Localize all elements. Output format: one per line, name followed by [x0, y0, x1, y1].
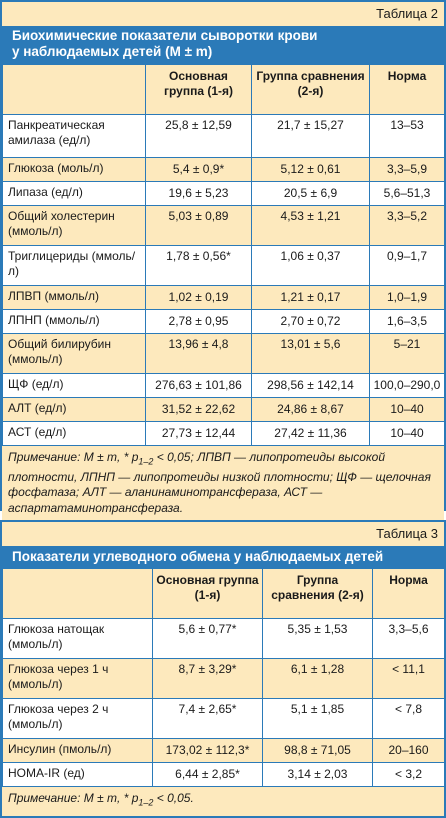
table-2-header-group1: Основная группа (1-я): [146, 65, 252, 115]
row-label: ЛПНП (ммоль/л): [3, 310, 146, 334]
table-row: [3, 739, 445, 763]
row-label: ЛПВП (ммоль/л): [3, 286, 146, 310]
cell-group2: 2,70 ± 0,72: [252, 310, 370, 334]
table-2-number: Таблица 2: [376, 6, 438, 21]
cell-group2: 1,21 ± 0,17: [252, 286, 370, 310]
row-label: АСТ (ед/л): [3, 422, 146, 446]
cell-group1: 5,4 ± 0,9*: [146, 158, 252, 182]
table-row: [3, 246, 445, 286]
table-3-note-text: < 0,05.: [153, 791, 194, 805]
table-row: [3, 619, 445, 659]
cell-group2: 20,5 ± 6,9: [252, 182, 370, 206]
table-3-header-row: [3, 569, 445, 619]
table-2-caption-line1: Биохимические показатели сыворотки крови: [12, 28, 318, 43]
cell-group1: 19,6 ± 5,23: [146, 182, 252, 206]
row-label: Общий холестерин (ммоль/л): [3, 206, 146, 246]
cell-group2: 24,86 ± 8,67: [252, 398, 370, 422]
cell-norm: < 7,8: [373, 699, 445, 739]
cell-group1: 7,4 ± 2,65*: [153, 699, 263, 739]
cell-norm: 10–40: [370, 398, 445, 422]
row-label: Глюкоза через 1 ч (ммоль/л): [3, 659, 153, 699]
row-label: Липаза (ед/л): [3, 182, 146, 206]
table-row: [3, 699, 445, 739]
row-label: HOMA-IR (ед): [3, 763, 153, 787]
row-label: Глюкоза натощак (ммоль/л): [3, 619, 153, 659]
table-2-tag-row: [2, 2, 444, 26]
row-label: Панкреатическая амилаза (ед/л): [3, 115, 146, 158]
table-row: [3, 763, 445, 787]
cell-norm: 13–53: [370, 115, 445, 158]
cell-group1: 27,73 ± 12,44: [146, 422, 252, 446]
table-row: [3, 158, 445, 182]
table-2-header-group2: Группа сравнения (2-я): [252, 65, 370, 115]
table-row: [3, 398, 445, 422]
cell-group1: 276,63 ± 101,86: [146, 374, 252, 398]
row-label: ЩФ (ед/л): [3, 374, 146, 398]
table-row: [3, 659, 445, 699]
table-2-caption: [2, 26, 444, 64]
row-label: Глюкоза через 2 ч (ммоль/л): [3, 699, 153, 739]
row-label: Общий билирубин (ммоль/л): [3, 334, 146, 374]
cell-group1: 6,44 ± 2,85*: [153, 763, 263, 787]
row-label: Инсулин (пмоль/л): [3, 739, 153, 763]
cell-group2: 298,56 ± 142,14: [252, 374, 370, 398]
row-label: Глюкоза (моль/л): [3, 158, 146, 182]
cell-group2: 4,53 ± 1,21: [252, 206, 370, 246]
table-row: [3, 206, 445, 246]
table-2-note: [2, 446, 444, 520]
cell-group1: 5,03 ± 0,89: [146, 206, 252, 246]
cell-group2: 5,12 ± 0,61: [252, 158, 370, 182]
cell-norm: 5,6–51,3: [370, 182, 445, 206]
table-3-header-param: [3, 569, 153, 619]
table-3-header-group2: Группа сравнения (2-я): [263, 569, 373, 619]
cell-norm: 3,3–5,9: [370, 158, 445, 182]
table-2-note-subscript: 1–2: [138, 456, 154, 467]
table-row: [3, 310, 445, 334]
table-row: [3, 374, 445, 398]
cell-group1: 2,78 ± 0,95: [146, 310, 252, 334]
table-3-caption: Показатели углеводного обмена у наблюдаемых детей: [2, 546, 444, 568]
cell-group1: 13,96 ± 4,8: [146, 334, 252, 374]
cell-group1: 25,8 ± 12,59: [146, 115, 252, 158]
cell-norm: 100,0–290,0: [370, 374, 445, 398]
cell-group2: 5,35 ± 1,53: [263, 619, 373, 659]
cell-group1: 173,02 ± 112,3*: [153, 739, 263, 763]
cell-norm: 0,9–1,7: [370, 246, 445, 286]
cell-group2: 3,14 ± 2,03: [263, 763, 373, 787]
cell-group1: 1,78 ± 0,56*: [146, 246, 252, 286]
cell-norm: 3,3–5,6: [373, 619, 445, 659]
cell-norm: 10–40: [370, 422, 445, 446]
table-3-grid: [2, 568, 445, 787]
cell-group1: 1,02 ± 0,19: [146, 286, 252, 310]
table-3: [0, 520, 446, 818]
table-row: [3, 422, 445, 446]
table-3-number: Таблица 3: [376, 526, 438, 541]
cell-group2: 5,1 ± 1,85: [263, 699, 373, 739]
cell-group1: 31,52 ± 22,62: [146, 398, 252, 422]
table-3-note-subscript: 1–2: [138, 797, 154, 808]
table-2-grid: [2, 64, 445, 446]
cell-group1: 5,6 ± 0,77*: [153, 619, 263, 659]
cell-norm: 1,0–1,9: [370, 286, 445, 310]
table-2-note-text: < 0,05; ЛПВП — липопротеиды высокой плотности, ЛПНП — липопротеиды низкой плотности; ЩФ — щелочная фосфатаза; АЛТ — аланинаминотрансфераза, АСТ — аспартатаминотрансфераза.: [8, 450, 431, 515]
cell-group2: 1,06 ± 0,37: [252, 246, 370, 286]
cell-group1: 8,7 ± 3,29*: [153, 659, 263, 699]
row-label: Триглицериды (ммоль/л): [3, 246, 146, 286]
cell-group2: 13,01 ± 5,6: [252, 334, 370, 374]
cell-norm: 3,3–5,2: [370, 206, 445, 246]
cell-norm: < 3,2: [373, 763, 445, 787]
cell-norm: 1,6–3,5: [370, 310, 445, 334]
table-3-tag-row: [2, 522, 444, 546]
row-label: АЛТ (ед/л): [3, 398, 146, 422]
table-2-caption-line2: у наблюдаемых детей (M ± m): [12, 44, 213, 59]
cell-group2: 21,7 ± 15,27: [252, 115, 370, 158]
cell-group2: 6,1 ± 1,28: [263, 659, 373, 699]
table-row: [3, 334, 445, 374]
table-2-header-row: [3, 65, 445, 115]
table-row: [3, 182, 445, 206]
table-3-note-prefix: Примечание: M ± m, * p: [8, 791, 139, 805]
table-row: [3, 286, 445, 310]
cell-norm: < 11,1: [373, 659, 445, 699]
table-3-header-group1: Основная группа (1-я): [153, 569, 263, 619]
table-3-note: [2, 787, 444, 815]
cell-group2: 27,42 ± 11,36: [252, 422, 370, 446]
table-2-header-param: [3, 65, 146, 115]
cell-norm: 20–160: [373, 739, 445, 763]
table-row: [3, 115, 445, 158]
cell-norm: 5–21: [370, 334, 445, 374]
table-2-header-norm: Норма: [370, 65, 445, 115]
table-2-note-prefix: Примечание: M ± m, * p: [8, 450, 139, 464]
cell-group2: 98,8 ± 71,05: [263, 739, 373, 763]
table-3-header-norm: Норма: [373, 569, 445, 619]
